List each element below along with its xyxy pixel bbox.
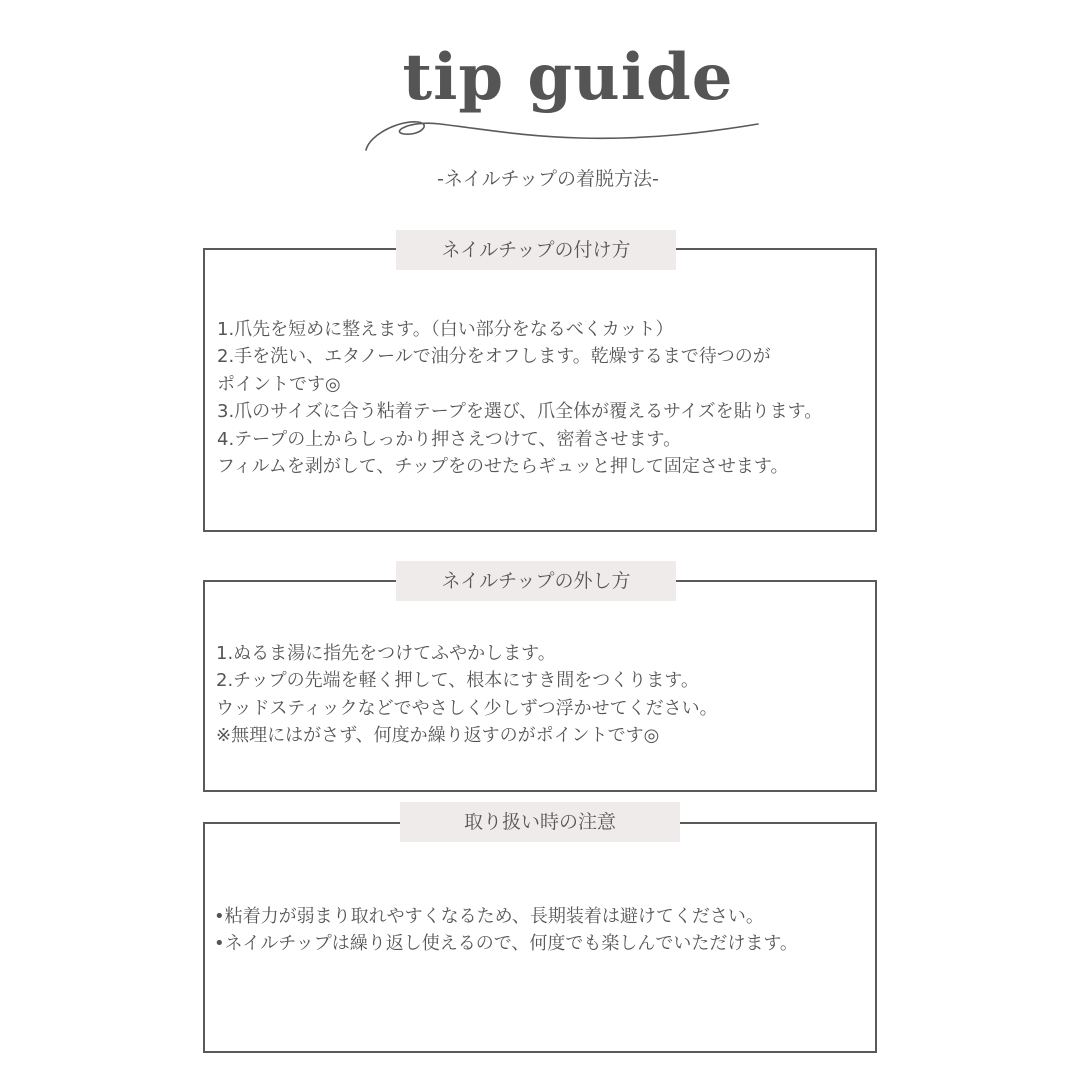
caution-line: •ネイルチップは繰り返し使えるので、何度でも楽しんでいただけます。 (214, 933, 798, 955)
instruction-line: ウッドスティックなどでやさしく少しずつ浮かせてください。 (216, 697, 718, 719)
section-heading-caution: 取り扱い時の注意 (400, 802, 680, 842)
section-heading-attach: ネイルチップの付け方 (396, 230, 676, 270)
instruction-line: 1.ぬるま湯に指先をつけてふやかします。 (216, 643, 556, 664)
caution-line: •粘着力が弱まり取れやすくなるため、長期装着は避けてください。 (214, 906, 764, 927)
page-title: tip guide (402, 40, 734, 115)
instruction-line: ※無理にはがさず、何度か繰り返すのがポイントです◎ (216, 725, 660, 747)
section-body-remove (216, 640, 876, 750)
instruction-line: ポイントです◎ (217, 373, 341, 395)
section-body-caution (214, 903, 874, 958)
section-body-attach (217, 316, 877, 480)
decorative-swash (360, 114, 764, 158)
instruction-line: 1.爪先を短めに整えます。（白い部分をなるべくカット） (217, 319, 674, 340)
section-heading-remove: ネイルチップの外し方 (396, 561, 676, 601)
instruction-line: 2.手を洗い、エタノールで油分をオフします。乾燥するまで待つのが (217, 346, 771, 368)
instruction-line: フィルムを剥がして、チップをのせたらギュッと押して固定させます。 (217, 456, 789, 478)
instruction-line: 2.チップの先端を軽く押して、根本にすき間をつくります。 (216, 670, 699, 692)
instruction-line: 3.爪のサイズに合う粘着テープを選び、爪全体が覆えるサイズを貼ります。 (217, 401, 823, 423)
instruction-line: 4.テープの上からしっかり押さえつけて、密着させます。 (217, 428, 682, 450)
page-subtitle: -ネイルチップの着脱方法- (437, 168, 659, 190)
